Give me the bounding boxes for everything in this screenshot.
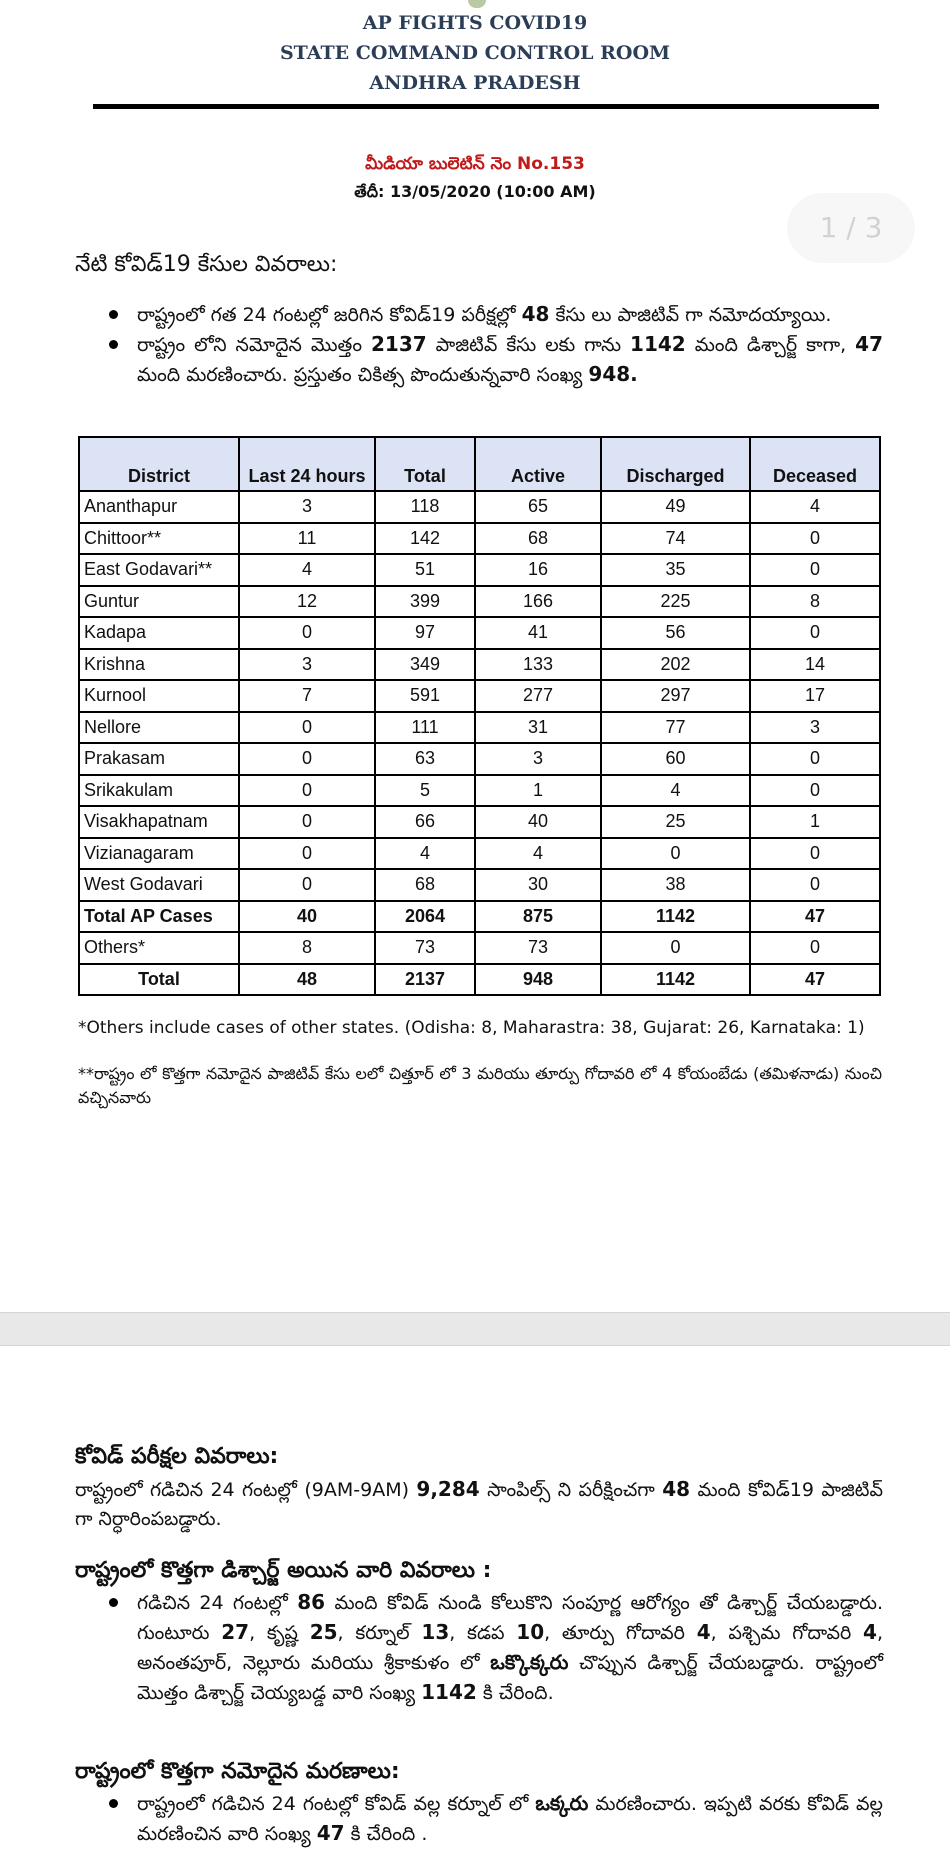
cell-value: 73 [475,932,601,964]
cell-value: 297 [601,680,750,712]
col-last-24-hours: Last 24 hours [239,437,375,491]
header-line-1: AP FIGHTS COVID19 [362,12,588,34]
cell-district: Vizianagaram [79,838,239,870]
tests-title: కోవిడ్ పరీక్షల వివరాలు: [75,1444,279,1469]
cell-district: Srikakulam [79,775,239,807]
table-row [79,523,880,555]
cell-value: 591 [375,680,475,712]
table-body [79,491,880,995]
cell-value: 25 [601,806,750,838]
cell-value: 0 [750,838,880,870]
cell-value: 875 [475,901,601,933]
cell-value: 40 [475,806,601,838]
cell-value: 4 [239,554,375,586]
table-row [79,964,880,996]
cell-value: 73 [375,932,475,964]
table-row [79,806,880,838]
col-active: Active [475,437,601,491]
footnote-others: *Others include cases of other states. (Odisha: 8, Maharastra: 38, Gujarat: 26, Karnataka: 1) [78,1018,865,1038]
cell-value: 12 [239,586,375,618]
cell-value: 2137 [375,964,475,996]
cell-value: 5 [375,775,475,807]
cell-value: 948 [475,964,601,996]
cell-value: 8 [750,586,880,618]
cell-value: 111 [375,712,475,744]
table-row [79,743,880,775]
cell-value: 0 [750,869,880,901]
cell-value: 4 [475,838,601,870]
cell-value: 1 [475,775,601,807]
cell-value: 4 [375,838,475,870]
cell-value: 65 [475,491,601,523]
cell-value: 63 [375,743,475,775]
cell-value: 14 [750,649,880,681]
cell-value: 4 [601,775,750,807]
cell-district: East Godavari** [79,554,239,586]
summary-bullet-tests: రాష్ట్రంలో గత 24 గంటల్లో జరిగిన కోవిడ్19 పరీక్షల్లో 48 కేసు లు పాజిటివ్ గా నమోదయ్యాయి. [105,300,883,330]
col-discharged: Discharged [601,437,750,491]
cell-value: 0 [601,838,750,870]
cell-value: 0 [750,743,880,775]
table-row [79,586,880,618]
header-divider [93,104,879,109]
cell-value: 0 [239,712,375,744]
cell-value: 68 [475,523,601,555]
cell-value: 35 [601,554,750,586]
deaths-title: రాష్ట్రంలో కొత్తగా నమోదైన మరణాలు: [75,1759,400,1784]
cell-value: 97 [375,617,475,649]
table-row [79,680,880,712]
cell-value: 60 [601,743,750,775]
emblem-logo [468,0,486,8]
cell-value: 0 [239,806,375,838]
col-district: District [79,437,239,491]
cell-value: 2064 [375,901,475,933]
table-row [79,775,880,807]
cell-value: 30 [475,869,601,901]
cell-value: 51 [375,554,475,586]
cell-district: Total [79,964,239,996]
cell-value: 41 [475,617,601,649]
cell-value: 49 [601,491,750,523]
table-row [79,932,880,964]
cell-value: 0 [750,775,880,807]
cell-value: 1142 [601,901,750,933]
page-separator [0,1312,950,1346]
discharges-bullet: గడిచిన 24 గంటల్లో 86 మంది కోవిడ్ నుండి కోలుకొని సంపూర్ణ ఆరోగ్యం తో డిశ్చార్జ్ చేయబడ్డారు. గుంటూరు 27, కృష్ణ 25, కర్నూల్ 13, కడప 10, తూర్పు గోదావరి 4, పశ్చిమ గోదావరి 4, అనంతపూర్, నెల్లూరు మరియు శ్రీకాకుళం లో ఒక్కొక్కరు చొప్పున డిశ్చార్జ్ చేయబడ్డారు. రాష్ట్రంలో మొత్తం డిశ్చార్జ్ చెయ్యబడ్డ వారి సంఖ్య 1142 కి చేరింది. [105,1588,883,1708]
table-row [79,617,880,649]
cell-district: Ananthapur [79,491,239,523]
cell-value: 66 [375,806,475,838]
table-header-row [79,437,880,491]
cell-value: 0 [239,838,375,870]
cell-value: 17 [750,680,880,712]
cell-value: 56 [601,617,750,649]
cell-value: 40 [239,901,375,933]
cell-district: Guntur [79,586,239,618]
summary-list [105,300,883,390]
cell-value: 47 [750,964,880,996]
cell-value: 31 [475,712,601,744]
cell-district: West Godavari [79,869,239,901]
cell-value: 277 [475,680,601,712]
col-total: Total [375,437,475,491]
cell-value: 1142 [601,964,750,996]
cell-value: 0 [239,869,375,901]
cell-value: 1 [750,806,880,838]
cell-value: 47 [750,901,880,933]
cell-value: 118 [375,491,475,523]
cell-value: 3 [239,491,375,523]
cell-value: 3 [239,649,375,681]
cell-district: Krishna [79,649,239,681]
cell-value: 399 [375,586,475,618]
cell-value: 0 [750,932,880,964]
cell-value: 0 [239,775,375,807]
cell-value: 74 [601,523,750,555]
table-row [79,869,880,901]
cell-value: 0 [239,617,375,649]
bulletin-page-2 [0,1346,950,1869]
cell-value: 38 [601,869,750,901]
bullet-dot [109,310,118,319]
col-deceased: Deceased [750,437,880,491]
discharges-title: రాష్ట్రంలో కొత్తగా డిశ్చార్జ్ అయిన వారి వివరాలు : [75,1558,492,1583]
cell-value: 133 [475,649,601,681]
date-label: తేదీ: [354,182,385,201]
cell-district: Prakasam [79,743,239,775]
header-line-2: STATE COMMAND CONTROL ROOM [279,42,671,64]
cell-district: Chittoor** [79,523,239,555]
footnote-koyambedu: **రాష్ట్రం లో కొత్తగా నమోదైన పాజిటివ్ కేసు లలో చిత్తూర్ లో 3 మరియు తూర్పు గోదావరి లో 4 కోయంబేడు (తమిళనాడు) నుంచి వచ్చినవారు [78,1064,882,1107]
discharges-list [105,1588,883,1708]
cell-value: 0 [750,554,880,586]
cell-value: 202 [601,649,750,681]
table-row [79,491,880,523]
deaths-list [105,1789,883,1849]
cell-district: Visakhapatnam [79,806,239,838]
bullet-dot [109,1598,118,1607]
cell-value: 3 [750,712,880,744]
cell-value: 48 [239,964,375,996]
cell-value: 77 [601,712,750,744]
cell-value: 11 [239,523,375,555]
cell-district: Nellore [79,712,239,744]
summary-title: నేటి కోవిడ్19 కేసుల వివరాలు: [75,252,338,277]
tests-paragraph: రాష్ట్రంలో గడిచిన 24 గంటల్లో (9AM-9AM) 9,284 సాంపిల్స్ ని పరీక్షించగా 48 మంది కోవిడ్19 పాజిటివ్ గా నిర్ధారింపబడ్డారు. [75,1477,883,1530]
table-row [79,901,880,933]
cell-district: Kurnool [79,680,239,712]
cell-value: 0 [750,523,880,555]
bullet-dot [109,340,118,349]
cell-value: 349 [375,649,475,681]
bullet-dot [109,1799,118,1808]
cell-value: 142 [375,523,475,555]
summary-bullet-totals: రాష్ట్రం లోని నమోదైన మొత్తం 2137 పాజిటివ్ కేసు లకు గాను 1142 మంది డిశ్చార్జ్ కాగా, 47 మంది మరణించారు. ప్రస్తుతం చికిత్స పొందుతున్నవారి సంఖ్య 948. [105,330,883,390]
page-indicator: 1 / 3 [787,193,915,263]
cell-district: Total AP Cases [79,901,239,933]
cell-value: 3 [475,743,601,775]
cell-value: 16 [475,554,601,586]
cell-value: 0 [601,932,750,964]
cell-value: 225 [601,586,750,618]
district-cases-table [78,436,881,996]
bulletin-number: మీడియా బులెటిన్ నెం No.153 [365,154,585,174]
table-row [79,649,880,681]
cell-district: Kadapa [79,617,239,649]
cell-value: 4 [750,491,880,523]
table-row [79,712,880,744]
deaths-bullet: రాష్ట్రంలో గడిచిన 24 గంటల్లో కోవిడ్ వల్ల కర్నూల్ లో ఒక్కరు మరణించారు. ఇప్పటి వరకు కోవిడ్ వల్ల మరణించిన వారి సంఖ్య 47 కి చేరింది . [105,1789,883,1849]
cell-value: 68 [375,869,475,901]
cell-value: 0 [239,743,375,775]
date-value: 13/05/2020 (10:00 AM) [384,182,596,201]
cell-value: 8 [239,932,375,964]
table-row [79,554,880,586]
header-line-3: ANDHRA PRADESH [369,72,581,94]
table-row [79,838,880,870]
cell-value: 166 [475,586,601,618]
cell-district: Others* [79,932,239,964]
cell-value: 0 [750,617,880,649]
cell-value: 7 [239,680,375,712]
